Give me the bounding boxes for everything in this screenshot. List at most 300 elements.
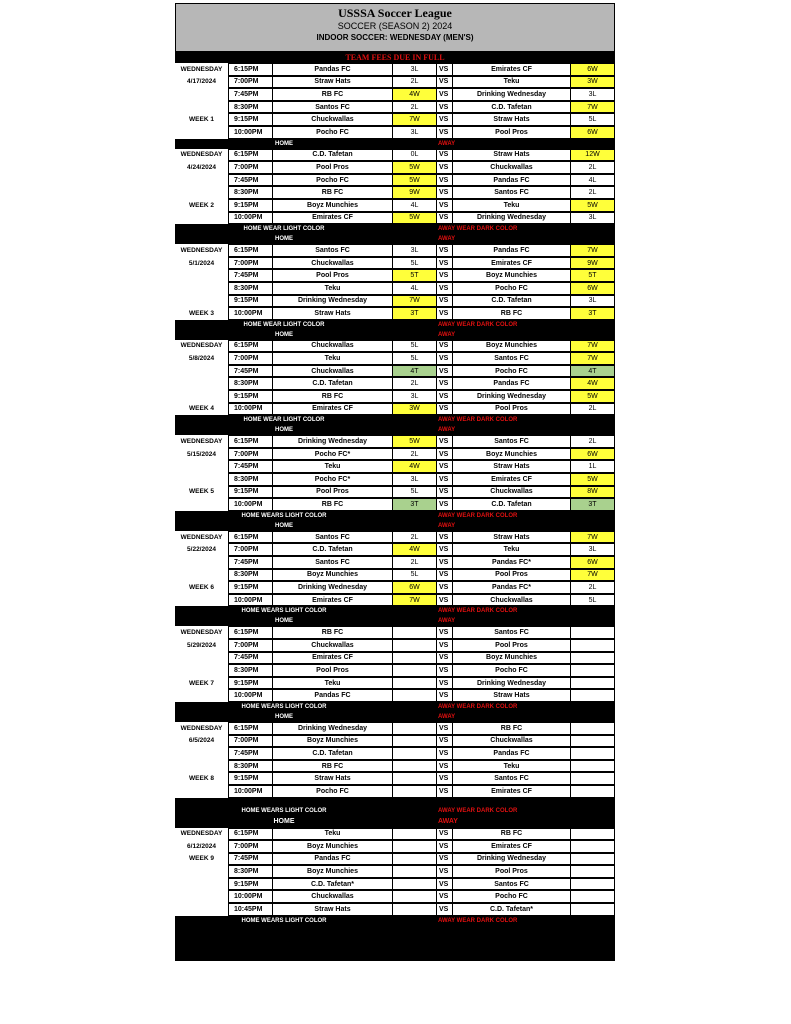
home-team: Pool Pros	[273, 161, 393, 174]
vs-label: VS	[437, 244, 453, 257]
away-color-rule: AWAY WEAR DARK COLOR	[438, 917, 518, 924]
away-color-rule: AWAY WEAR DARK COLOR	[438, 417, 518, 424]
home-result	[393, 760, 437, 773]
game-row	[175, 652, 615, 665]
home-team: Emirates CF	[273, 594, 393, 607]
day-cell	[175, 569, 229, 582]
vs-label: VS	[437, 785, 453, 798]
game-row	[175, 677, 615, 690]
game-time: 9:15PM	[229, 390, 273, 403]
away-team: Boyz Munchies	[453, 652, 571, 665]
week-date: 4/24/2024	[187, 163, 216, 171]
game-row	[175, 865, 615, 878]
home-color-rule: HOME WEARS LIGHT COLOR	[241, 512, 327, 519]
home-result	[393, 652, 437, 665]
vs-label: VS	[437, 828, 453, 841]
week-date: 6/12/2024	[187, 842, 216, 850]
week-block	[175, 722, 615, 798]
away-team: Pool Pros	[453, 865, 571, 878]
away-result	[571, 772, 615, 785]
home-heading: HOME	[275, 618, 293, 625]
home-result	[393, 853, 437, 866]
vs-label: VS	[437, 199, 453, 212]
away-result	[571, 639, 615, 652]
home-result: 3T	[393, 307, 437, 320]
away-team: Drinking Wednesday	[453, 88, 571, 101]
home-heading: HOME	[273, 818, 295, 825]
game-row	[175, 403, 615, 416]
vs-label: VS	[437, 473, 453, 486]
home-heading: HOME	[275, 522, 293, 529]
week-block	[175, 63, 615, 139]
home-team: Boyz Munchies	[273, 840, 393, 853]
vs-label: VS	[437, 88, 453, 101]
game-time: 8:30PM	[229, 101, 273, 114]
away-result: 3L	[571, 212, 615, 225]
away-team: Boyz Munchies	[453, 448, 571, 461]
home-team: Emirates CF	[273, 212, 393, 225]
day-cell	[175, 747, 229, 760]
away-result	[571, 878, 615, 891]
game-time: 6:15PM	[229, 828, 273, 841]
home-result: 2L	[393, 377, 437, 390]
away-result	[571, 828, 615, 841]
day-cell	[175, 199, 229, 212]
away-team: C.D. Tafetan	[453, 295, 571, 308]
home-team: Drinking Wednesday	[273, 722, 393, 735]
home-result: 4W	[393, 460, 437, 473]
home-result: 4W	[393, 88, 437, 101]
away-team: Teku	[453, 760, 571, 773]
home-team: Straw Hats	[273, 307, 393, 320]
home-result: 0L	[393, 149, 437, 162]
home-away-bar	[175, 816, 615, 828]
game-time: 10:45PM	[229, 903, 273, 916]
home-result	[393, 903, 437, 916]
home-result	[393, 735, 437, 748]
home-result: 2L	[393, 556, 437, 569]
away-team: RB FC	[453, 828, 571, 841]
game-row	[175, 903, 615, 916]
home-color-rule: HOME WEARS LIGHT COLOR	[241, 917, 327, 924]
away-result: 6W	[571, 126, 615, 139]
game-time: 9:15PM	[229, 677, 273, 690]
day-cell	[175, 664, 229, 677]
home-result: 3L	[393, 63, 437, 76]
away-team: Straw Hats	[453, 531, 571, 544]
game-time: 7:45PM	[229, 556, 273, 569]
home-team: C.D. Tafetan	[273, 543, 393, 556]
home-result: 7W	[393, 113, 437, 126]
away-result	[571, 890, 615, 903]
home-result	[393, 828, 437, 841]
away-result: 6W	[571, 63, 615, 76]
game-row	[175, 352, 615, 365]
vs-label: VS	[437, 269, 453, 282]
away-result	[571, 722, 615, 735]
vs-label: VS	[437, 186, 453, 199]
game-row	[175, 113, 615, 126]
vs-label: VS	[437, 639, 453, 652]
game-time: 7:00PM	[229, 161, 273, 174]
game-time: 8:30PM	[229, 186, 273, 199]
vs-label: VS	[437, 390, 453, 403]
away-color-rule: AWAY WEAR DARK COLOR	[438, 608, 518, 615]
game-row	[175, 212, 615, 225]
week-date: 5/15/2024	[187, 450, 216, 458]
day-cell	[175, 677, 229, 690]
home-team: RB FC	[273, 760, 393, 773]
home-result: 3L	[393, 390, 437, 403]
home-team: Pandas FC	[273, 853, 393, 866]
day-cell	[175, 212, 229, 225]
week-day: WEDNESDAY	[180, 65, 223, 73]
game-row	[175, 161, 615, 174]
color-rule-bar	[175, 606, 615, 616]
away-result	[571, 853, 615, 866]
day-cell	[175, 295, 229, 308]
day-cell	[175, 161, 229, 174]
home-away-bar	[175, 616, 615, 626]
game-row	[175, 772, 615, 785]
game-row	[175, 543, 615, 556]
game-time: 10:00PM	[229, 689, 273, 702]
game-time: 7:00PM	[229, 76, 273, 89]
vs-label: VS	[437, 113, 453, 126]
week-date: 6/5/2024	[188, 737, 215, 745]
game-time: 8:30PM	[229, 760, 273, 773]
game-time: 9:15PM	[229, 486, 273, 499]
day-cell	[175, 340, 229, 353]
game-time: 9:15PM	[229, 113, 273, 126]
home-result: 9W	[393, 186, 437, 199]
game-time: 6:15PM	[229, 63, 273, 76]
vs-label: VS	[437, 556, 453, 569]
vs-label: VS	[437, 161, 453, 174]
game-time: 7:45PM	[229, 365, 273, 378]
color-rule-bar	[175, 320, 615, 330]
week-date: 5/29/2024	[187, 641, 216, 649]
away-result: 5W	[571, 199, 615, 212]
home-team: Teku	[273, 828, 393, 841]
day-cell	[175, 581, 229, 594]
away-result: 2L	[571, 186, 615, 199]
home-result: 5W	[393, 435, 437, 448]
day-cell	[175, 772, 229, 785]
away-result: 3L	[571, 295, 615, 308]
home-result: 3W	[393, 403, 437, 416]
vs-label: VS	[437, 890, 453, 903]
away-team: Pandas FC	[453, 244, 571, 257]
week-number: WEEK 8	[189, 775, 214, 783]
game-row	[175, 890, 615, 903]
away-team: C.D. Tafetan*	[453, 903, 571, 916]
week-number: WEEK 1	[189, 116, 214, 124]
week-block	[175, 626, 615, 702]
away-heading: AWAY	[438, 236, 456, 243]
home-result	[393, 722, 437, 735]
week-date: 5/1/2024	[188, 259, 215, 267]
vs-label: VS	[437, 307, 453, 320]
away-team: Drinking Wednesday	[453, 677, 571, 690]
away-result: 7W	[571, 101, 615, 114]
away-team: Teku	[453, 543, 571, 556]
away-team: RB FC	[453, 722, 571, 735]
game-row	[175, 88, 615, 101]
day-cell	[175, 853, 229, 866]
home-team: Boyz Munchies	[273, 865, 393, 878]
game-time: 10:00PM	[229, 403, 273, 416]
color-rule-bar	[175, 702, 615, 712]
vs-label: VS	[437, 448, 453, 461]
vs-label: VS	[437, 149, 453, 162]
day-cell	[175, 828, 229, 841]
week-block	[175, 149, 615, 225]
game-row	[175, 853, 615, 866]
week-day: WEDNESDAY	[180, 246, 223, 254]
away-result	[571, 677, 615, 690]
game-time: 7:00PM	[229, 639, 273, 652]
week-block	[175, 340, 615, 416]
away-team: Pool Pros	[453, 403, 571, 416]
home-team: Pool Pros	[273, 486, 393, 499]
home-team: Santos FC	[273, 531, 393, 544]
game-row	[175, 199, 615, 212]
game-row	[175, 174, 615, 187]
vs-label: VS	[437, 581, 453, 594]
vs-label: VS	[437, 498, 453, 511]
game-time: 10:00PM	[229, 890, 273, 903]
game-time: 6:15PM	[229, 722, 273, 735]
home-result: 2L	[393, 76, 437, 89]
game-time: 7:00PM	[229, 543, 273, 556]
game-time: 6:15PM	[229, 340, 273, 353]
away-team: Pandas FC	[453, 747, 571, 760]
schedule-sheet	[175, 3, 615, 961]
game-row	[175, 126, 615, 139]
away-result	[571, 626, 615, 639]
away-result: 5T	[571, 269, 615, 282]
away-heading: AWAY	[438, 618, 456, 625]
home-result	[393, 878, 437, 891]
vs-label: VS	[437, 365, 453, 378]
vs-label: VS	[437, 460, 453, 473]
home-team: Santos FC	[273, 101, 393, 114]
home-result: 2L	[393, 531, 437, 544]
home-team: C.D. Tafetan*	[273, 878, 393, 891]
home-result: 5L	[393, 352, 437, 365]
week-date: 5/8/2024	[188, 355, 215, 363]
home-team: C.D. Tafetan	[273, 149, 393, 162]
away-result: 3W	[571, 76, 615, 89]
home-color-rule: HOME WEARS LIGHT COLOR	[241, 807, 327, 814]
game-row	[175, 186, 615, 199]
away-team: Pandas FC	[453, 377, 571, 390]
game-row	[175, 257, 615, 270]
away-color-rule: AWAY WEAR DARK COLOR	[438, 703, 518, 710]
day-cell	[175, 785, 229, 798]
week-day: WEDNESDAY	[180, 629, 223, 637]
home-team: Chuckwallas	[273, 340, 393, 353]
home-result	[393, 840, 437, 853]
away-result: 12W	[571, 149, 615, 162]
away-team: Chuckwallas	[453, 594, 571, 607]
home-team: RB FC	[273, 88, 393, 101]
away-team: Straw Hats	[453, 113, 571, 126]
game-time: 6:15PM	[229, 149, 273, 162]
vs-label: VS	[437, 76, 453, 89]
vs-label: VS	[437, 63, 453, 76]
vs-label: VS	[437, 282, 453, 295]
home-result: 5L	[393, 257, 437, 270]
day-cell	[175, 435, 229, 448]
game-time: 10:00PM	[229, 498, 273, 511]
vs-label: VS	[437, 435, 453, 448]
home-team: Straw Hats	[273, 772, 393, 785]
game-row	[175, 486, 615, 499]
game-row	[175, 569, 615, 582]
game-row	[175, 365, 615, 378]
away-result: 5L	[571, 594, 615, 607]
game-row	[175, 498, 615, 511]
game-time: 9:15PM	[229, 581, 273, 594]
day-cell	[175, 282, 229, 295]
away-result	[571, 760, 615, 773]
away-heading: AWAY	[438, 522, 456, 529]
vs-label: VS	[437, 403, 453, 416]
home-team: Teku	[273, 677, 393, 690]
game-row	[175, 747, 615, 760]
home-result: 2L	[393, 101, 437, 114]
home-heading: HOME	[275, 713, 293, 720]
away-team: Straw Hats	[453, 149, 571, 162]
home-team: Straw Hats	[273, 903, 393, 916]
away-color-rule: AWAY WEAR DARK COLOR	[438, 512, 518, 519]
game-time: 7:00PM	[229, 448, 273, 461]
vs-label: VS	[437, 664, 453, 677]
game-row	[175, 63, 615, 76]
away-team: C.D. Tafetan	[453, 498, 571, 511]
away-team: Chuckwallas	[453, 161, 571, 174]
color-rule-bar	[175, 415, 615, 425]
week-day: WEDNESDAY	[180, 438, 223, 446]
day-cell	[175, 543, 229, 556]
week-number: WEEK 2	[189, 201, 214, 209]
game-time: 8:30PM	[229, 865, 273, 878]
away-team: Pocho FC	[453, 282, 571, 295]
away-result	[571, 664, 615, 677]
home-team: Chuckwallas	[273, 639, 393, 652]
week-day: WEDNESDAY	[180, 830, 223, 838]
week-day: WEDNESDAY	[180, 151, 223, 159]
away-team: Santos FC	[453, 772, 571, 785]
color-rule-bar	[175, 806, 615, 816]
game-row	[175, 531, 615, 544]
vs-label: VS	[437, 377, 453, 390]
week-number: WEEK 4	[189, 405, 214, 413]
game-time: 7:00PM	[229, 735, 273, 748]
home-team: Chuckwallas	[273, 113, 393, 126]
day-cell	[175, 498, 229, 511]
home-team: Pocho FC	[273, 785, 393, 798]
away-team: Santos FC	[453, 352, 571, 365]
home-heading: HOME	[275, 331, 293, 338]
home-team: Pocho FC	[273, 174, 393, 187]
fees-notice: TEAM FEES DUE IN FULL	[175, 52, 615, 63]
game-row	[175, 473, 615, 486]
away-result: 7W	[571, 569, 615, 582]
league-title: USSSA Soccer League	[338, 6, 452, 20]
home-color-rule: HOME WEAR LIGHT COLOR	[243, 321, 325, 328]
home-result: 3L	[393, 126, 437, 139]
away-team: Drinking Wednesday	[453, 212, 571, 225]
day-cell	[175, 403, 229, 416]
away-heading: AWAY	[438, 818, 458, 825]
home-result: 7W	[393, 594, 437, 607]
home-team: Chuckwallas	[273, 890, 393, 903]
home-team: Pandas FC	[273, 63, 393, 76]
game-time: 7:45PM	[229, 460, 273, 473]
day-cell	[175, 735, 229, 748]
away-result: 6W	[571, 448, 615, 461]
game-time: 6:15PM	[229, 626, 273, 639]
game-row	[175, 390, 615, 403]
vs-label: VS	[437, 531, 453, 544]
away-team: Santos FC	[453, 878, 571, 891]
home-team: Boyz Munchies	[273, 199, 393, 212]
game-row	[175, 448, 615, 461]
vs-label: VS	[437, 840, 453, 853]
away-result: 2L	[571, 581, 615, 594]
day-cell	[175, 76, 229, 89]
game-time: 6:15PM	[229, 531, 273, 544]
away-team: Straw Hats	[453, 689, 571, 702]
away-result: 7W	[571, 244, 615, 257]
game-row	[175, 435, 615, 448]
game-row	[175, 340, 615, 353]
vs-label: VS	[437, 174, 453, 187]
day-cell	[175, 88, 229, 101]
away-result: 7W	[571, 531, 615, 544]
away-heading: AWAY	[438, 140, 456, 147]
home-result	[393, 772, 437, 785]
game-time: 8:30PM	[229, 569, 273, 582]
away-team: Santos FC	[453, 626, 571, 639]
home-heading: HOME	[275, 427, 293, 434]
game-time: 7:45PM	[229, 88, 273, 101]
away-result	[571, 840, 615, 853]
home-heading: HOME	[275, 140, 293, 147]
home-team: Pool Pros	[273, 664, 393, 677]
day-cell	[175, 352, 229, 365]
home-away-bar	[175, 234, 615, 244]
away-team: Pocho FC	[453, 890, 571, 903]
vs-label: VS	[437, 865, 453, 878]
home-team: Pocho FC*	[273, 473, 393, 486]
week-block	[175, 531, 615, 607]
away-team: Boyz Munchies	[453, 340, 571, 353]
away-team: Santos FC	[453, 186, 571, 199]
away-team: Emirates CF	[453, 63, 571, 76]
away-result: 5W	[571, 390, 615, 403]
day-cell	[175, 149, 229, 162]
schedule-header	[175, 3, 615, 52]
game-time: 7:45PM	[229, 853, 273, 866]
away-heading: AWAY	[438, 713, 456, 720]
week-number: WEEK 9	[189, 855, 214, 863]
home-team: Teku	[273, 460, 393, 473]
home-team: Straw Hats	[273, 76, 393, 89]
